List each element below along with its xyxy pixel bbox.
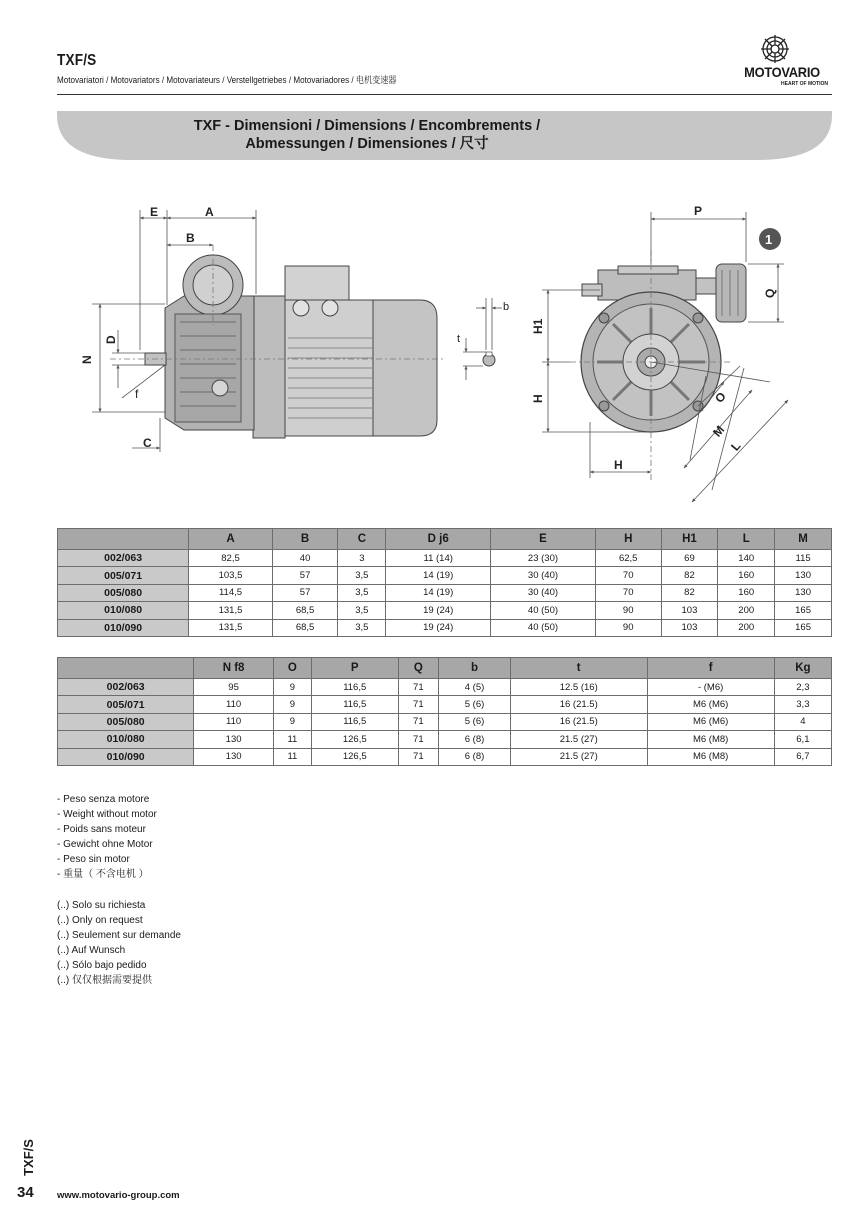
title-line-2: Abmessungen / Dimensiones / 尺寸 (245, 136, 489, 152)
dim-label-p: P (694, 204, 703, 218)
table-cell: 130 (194, 748, 274, 765)
dim-label-e: E (150, 205, 159, 219)
dim-label-c: C (143, 436, 152, 450)
table-cell: - (M6) (647, 679, 774, 696)
table-cell: 40 (50) (491, 619, 596, 636)
table-cell: 23 (30) (491, 550, 596, 567)
dim-label-h1: H1 (531, 318, 545, 334)
column-header: N f8 (194, 658, 274, 679)
dimensions-table-1 (57, 528, 832, 637)
table-cell: 200 (718, 602, 775, 619)
table-row (58, 679, 832, 696)
logo-emblem-icon (728, 34, 836, 64)
table-cell: 82 (661, 567, 718, 584)
column-header: B (272, 529, 338, 550)
dim-label-n: N (80, 355, 94, 364)
table-cell: 115 (775, 550, 832, 567)
note-line: - Gewicht ohne Motor (57, 839, 153, 850)
table-cell: 165 (775, 602, 832, 619)
column-header: Kg (774, 658, 831, 679)
table-cell: 3,5 (338, 619, 386, 636)
table-row (58, 567, 832, 584)
table-cell: 70 (595, 584, 661, 601)
table-cell: M6 (M6) (647, 696, 774, 713)
table-cell: 130 (775, 567, 832, 584)
table-cell: M6 (M6) (647, 713, 774, 730)
table-cell: 116,5 (311, 696, 398, 713)
table-cell: 57 (272, 567, 338, 584)
table-cell: 14 (19) (386, 584, 491, 601)
dimension-drawings (0, 190, 860, 520)
column-header: b (439, 658, 511, 679)
front-view-drawing (531, 204, 788, 502)
dim-label-l: L (728, 438, 744, 454)
table2-header-row (58, 658, 832, 679)
table-cell: 3,5 (338, 567, 386, 584)
note-line: (..) Sólo bajo pedido (57, 960, 147, 971)
column-header: D j6 (386, 529, 491, 550)
dim-label-h-bottom: H (614, 458, 623, 472)
table-cell: 130 (775, 584, 832, 601)
column-header: P (311, 658, 398, 679)
note-line: - Peso senza motore (57, 794, 150, 805)
dim-label-a: A (205, 205, 214, 219)
request-notes (57, 898, 181, 988)
title-banner-text (57, 117, 677, 153)
table-cell: 9 (273, 679, 311, 696)
table-cell: 3,5 (338, 584, 386, 601)
row-header-size: 010/090 (58, 748, 194, 765)
table-cell: 9 (273, 696, 311, 713)
dimensions-table-2 (57, 657, 832, 766)
dim-label-m: M (710, 422, 728, 440)
table-cell: 110 (194, 713, 274, 730)
table-cell: 21.5 (27) (510, 748, 647, 765)
table-row (58, 748, 832, 765)
page-subtitle: Motovariatori / Motovariators / Motovariateurs / Verstellgetriebes / Motovariadores / 电机变速器 (57, 75, 397, 85)
column-header: L (718, 529, 775, 550)
column-header: E (491, 529, 596, 550)
table-cell: 62,5 (595, 550, 661, 567)
weight-notes (57, 792, 157, 882)
table-cell: 14 (19) (386, 567, 491, 584)
column-header: H (595, 529, 661, 550)
table-cell: 40 (50) (491, 602, 596, 619)
table-cell: 57 (272, 584, 338, 601)
row-header-size: 005/071 (58, 567, 189, 584)
table-cell: 130 (194, 731, 274, 748)
table-cell: M6 (M8) (647, 748, 774, 765)
table-row (58, 619, 832, 636)
note-line: (..) Seulement sur demande (57, 930, 181, 941)
dim-label-b: B (186, 231, 195, 245)
row-header-size: 005/071 (58, 696, 194, 713)
note-line: (..) Only on request (57, 915, 143, 926)
table-cell: 114,5 (189, 584, 272, 601)
table1-body (58, 550, 832, 637)
table-cell: M6 (M8) (647, 731, 774, 748)
table-cell: 68,5 (272, 602, 338, 619)
table-row (58, 696, 832, 713)
column-header: A (189, 529, 272, 550)
table-row (58, 731, 832, 748)
table-cell: 3,5 (338, 602, 386, 619)
table-cell: 71 (398, 748, 439, 765)
side-page-code-text: TXF/S (20, 1139, 36, 1176)
header-divider (57, 94, 832, 95)
table-cell: 110 (194, 696, 274, 713)
table-cell: 116,5 (311, 679, 398, 696)
table-cell: 126,5 (311, 731, 398, 748)
column-header: f (647, 658, 774, 679)
title-line-1: TXF - Dimensioni / Dimensions / Encombrements / (193, 118, 541, 134)
table-cell: 82,5 (189, 550, 272, 567)
row-header-size: 005/080 (58, 584, 189, 601)
table-corner-cell (58, 529, 189, 550)
table-cell: 165 (775, 619, 832, 636)
table-cell: 16 (21.5) (510, 713, 647, 730)
table-cell: 95 (194, 679, 274, 696)
table-cell: 30 (40) (491, 584, 596, 601)
note-line: (..) Solo su richiesta (57, 900, 146, 911)
row-header-size: 002/063 (58, 550, 189, 567)
callout-1-label: 1 (765, 232, 773, 247)
table-cell: 11 (14) (386, 550, 491, 567)
table-cell: 71 (398, 696, 439, 713)
table-cell: 68,5 (272, 619, 338, 636)
note-line: (..) 仅仅根据需要提供 (57, 975, 152, 986)
table-cell: 16 (21.5) (510, 696, 647, 713)
table-cell: 6,7 (774, 748, 831, 765)
table-cell: 5 (6) (439, 696, 511, 713)
table-cell: 12.5 (16) (510, 679, 647, 696)
table-cell: 103 (661, 602, 718, 619)
row-header-size: 010/080 (58, 731, 194, 748)
dim-label-q: Q (763, 288, 777, 298)
table-cell: 71 (398, 713, 439, 730)
table-cell: 71 (398, 679, 439, 696)
table-cell: 103 (661, 619, 718, 636)
table-row (58, 550, 832, 567)
table-cell: 140 (718, 550, 775, 567)
table-cell: 4 (774, 713, 831, 730)
table2-body (58, 679, 832, 766)
motovario-logo (728, 34, 836, 90)
note-line: - Poids sans moteur (57, 824, 146, 835)
table-cell: 2,3 (774, 679, 831, 696)
table-cell: 126,5 (311, 748, 398, 765)
note-line: - Weight without motor (57, 809, 157, 820)
table-cell: 19 (24) (386, 602, 491, 619)
table-cell: 30 (40) (491, 567, 596, 584)
table-cell: 9 (273, 713, 311, 730)
table-corner-cell (58, 658, 194, 679)
table-cell: 3 (338, 550, 386, 567)
side-view-drawing (80, 205, 445, 452)
page-code: TXF/S (57, 52, 97, 69)
dim-label-f: f (135, 387, 139, 401)
column-header: O (273, 658, 311, 679)
column-header: C (338, 529, 386, 550)
logo-tagline: HEART OF MOTION (781, 81, 828, 87)
column-header: Q (398, 658, 439, 679)
note-line: - Peso sin motor (57, 854, 130, 865)
column-header: M (775, 529, 832, 550)
table-cell: 19 (24) (386, 619, 491, 636)
row-header-size: 002/063 (58, 679, 194, 696)
table-cell: 6,1 (774, 731, 831, 748)
table-cell: 6 (8) (439, 731, 511, 748)
table-cell: 82 (661, 584, 718, 601)
dim-label-h: H (531, 394, 545, 403)
table-cell: 21.5 (27) (510, 731, 647, 748)
table-cell: 131,5 (189, 619, 272, 636)
dim-label-b-key: b (503, 301, 510, 313)
website-link[interactable]: www.motovario-group.com (57, 1190, 180, 1201)
column-header: H1 (661, 529, 718, 550)
dim-label-d: D (104, 335, 118, 344)
table-row (58, 584, 832, 601)
note-line: (..) Auf Wunsch (57, 945, 126, 956)
table-cell: 90 (595, 619, 661, 636)
table-cell: 40 (272, 550, 338, 567)
table-cell: 200 (718, 619, 775, 636)
table-cell: 11 (273, 748, 311, 765)
table-cell: 131,5 (189, 602, 272, 619)
page-number: 34 (17, 1184, 34, 1201)
row-header-size: 010/090 (58, 619, 189, 636)
shaft-keyway-drawing (457, 298, 509, 380)
table-row (58, 602, 832, 619)
table-row (58, 713, 832, 730)
dim-label-o: O (712, 389, 729, 406)
logo-brand: MOTOVARIO (744, 64, 820, 80)
table-cell: 90 (595, 602, 661, 619)
table-cell: 116,5 (311, 713, 398, 730)
note-line: - 重量（ 不含电机 ） (57, 869, 149, 880)
column-header: t (510, 658, 647, 679)
table-cell: 69 (661, 550, 718, 567)
table-cell: 103,5 (189, 567, 272, 584)
table-cell: 5 (6) (439, 713, 511, 730)
table1-header-row (58, 529, 832, 550)
row-header-size: 005/080 (58, 713, 194, 730)
table-cell: 160 (718, 584, 775, 601)
table-cell: 160 (718, 567, 775, 584)
table-cell: 4 (5) (439, 679, 511, 696)
table-cell: 6 (8) (439, 748, 511, 765)
dim-label-t: t (457, 333, 461, 345)
table-cell: 11 (273, 731, 311, 748)
row-header-size: 010/080 (58, 602, 189, 619)
table-cell: 71 (398, 731, 439, 748)
table-cell: 70 (595, 567, 661, 584)
side-page-code (20, 1138, 36, 1178)
table-cell: 3,3 (774, 696, 831, 713)
